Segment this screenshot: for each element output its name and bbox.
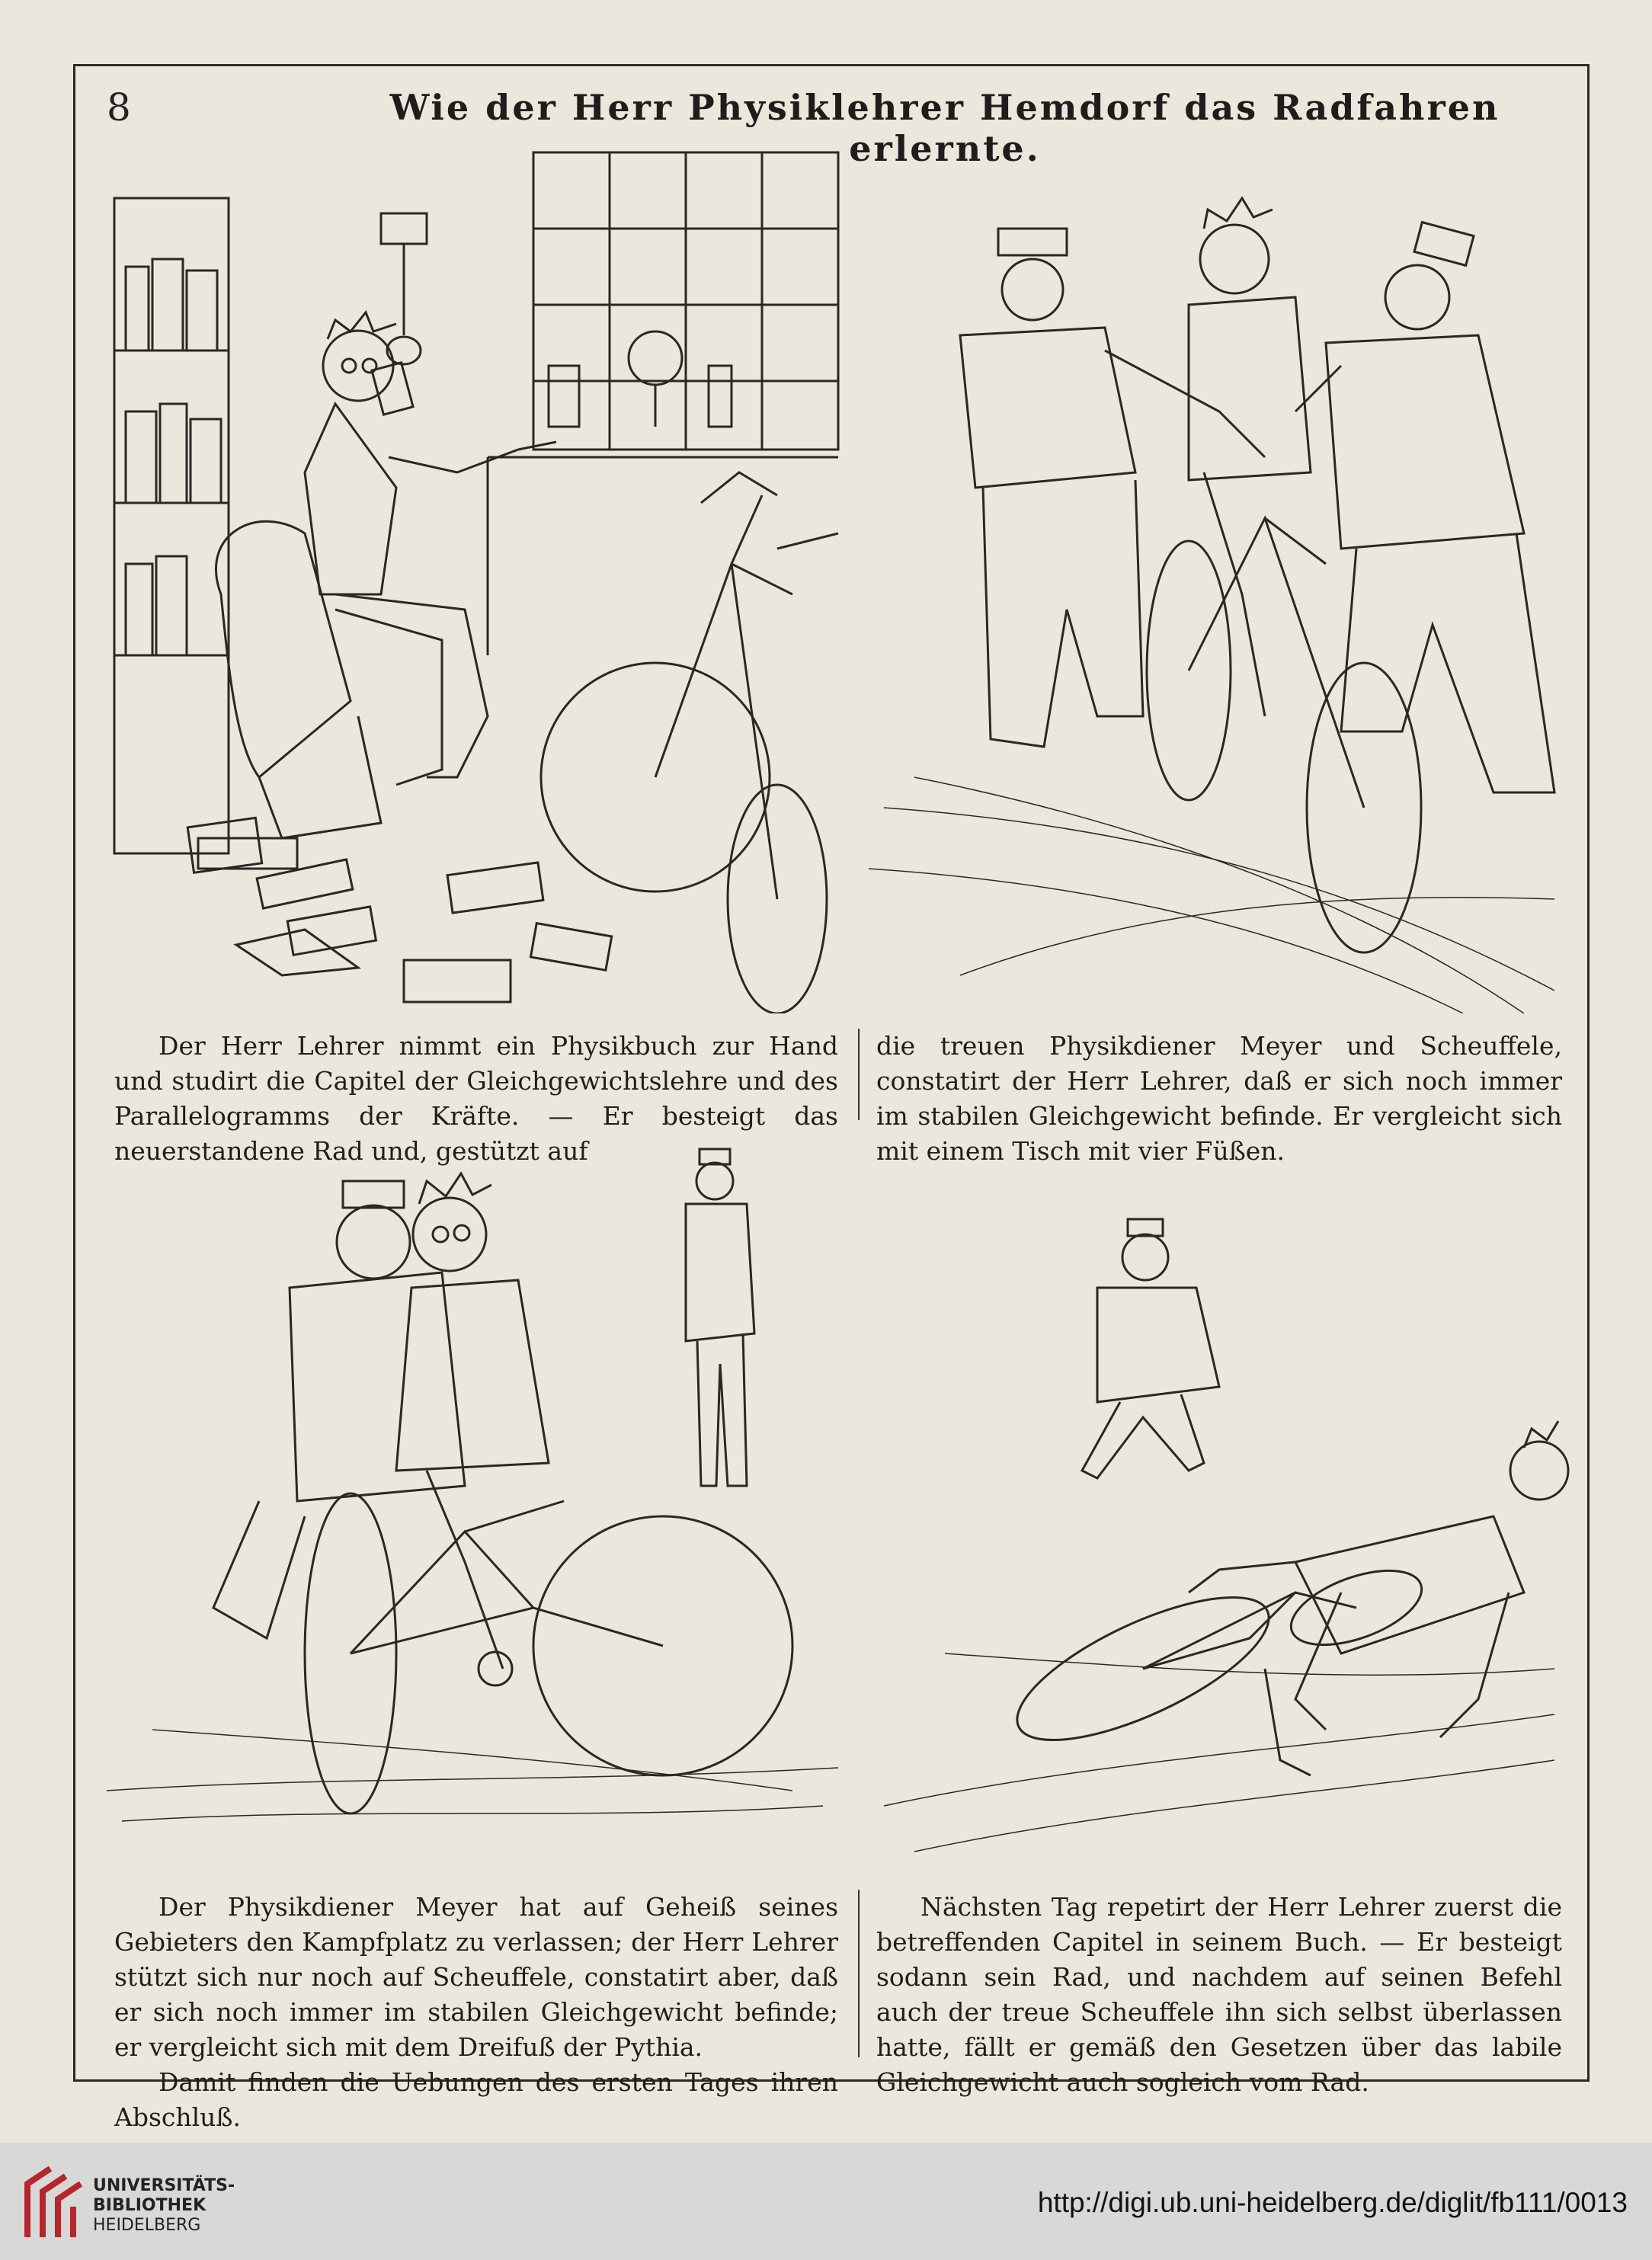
illustration-bottom-right bbox=[869, 1135, 1570, 1867]
caption-bottom-right bbox=[876, 1890, 1562, 2100]
source-url-link[interactable]: http://digi.ub.uni-heidelberg.de/diglit/fb111/0013 bbox=[1037, 2187, 1628, 2218]
illustration-top-right bbox=[869, 137, 1570, 1013]
page-title: Wie der Herr Physiklehrer Hemdorf das Radfahren erlernte. bbox=[389, 87, 1500, 169]
library-name-line3: HEIDELBERG bbox=[93, 2216, 201, 2235]
caption-bottom-right-text: Nächsten Tag repetirt der Herr Lehrer zuerst die betreffenden Capitel in seinem Buch. — Er besteigt sodann sein Rad, und nachdem auf seinen Befehl auch der treue Scheuffele ihn sich selbst überlassen hatte, fällt er gemäß den Gesetzen über das labile Gleichgewicht auch sogleich vom Rad. bbox=[876, 1892, 1562, 2097]
page-number: 8 bbox=[107, 85, 131, 130]
column-divider-top bbox=[858, 1029, 860, 1120]
library-name-line2: BIBLIOTHEK bbox=[93, 2196, 206, 2215]
caption-top-right bbox=[876, 1029, 1562, 1169]
caption-top-left-text: Der Herr Lehrer nimmt ein Physikbuch zur Hand und studirt die Capitel der Gleichgewichtslehre und des Parallelogramms der Kräfte. — Er besteigt das neuerstandene Rad und, gestützt auf bbox=[114, 1031, 838, 1166]
illustration-top-left bbox=[107, 137, 846, 1013]
caption-bottom-left-text: Der Physikdiener Meyer hat auf Geheiß seines Gebieters den Kampfplatz zu verlassen; der Herr Lehrer stützt sich nur noch auf Scheuffele, constatirt aber, daß er sich noch immer im stabilen Gleichgewicht befinde; er vergleicht sich mit dem Dreifuß der Pythia. bbox=[114, 1892, 838, 2062]
digitization-footer bbox=[0, 2143, 1652, 2260]
caption-bottom-left-closing: Damit finden die Uebungen des ersten Tages ihren Abschluß. bbox=[114, 2067, 838, 2132]
library-name bbox=[93, 2176, 235, 2236]
library-name-line1: UNIVERSITÄTS- bbox=[93, 2176, 235, 2195]
column-divider-bottom bbox=[858, 1890, 860, 2057]
caption-top-left bbox=[114, 1029, 838, 1169]
caption-top-right-text: die treuen Physikdiener Meyer und Scheuffele, constatirt der Herr Lehrer, daß er sich noch immer im stabilen Gleichgewicht befinde. Er vergleicht sich mit einem Tisch mit vier Füßen. bbox=[876, 1031, 1562, 1166]
caption-bottom-left bbox=[114, 1890, 838, 2135]
illustration-bottom-left bbox=[107, 1135, 846, 1867]
